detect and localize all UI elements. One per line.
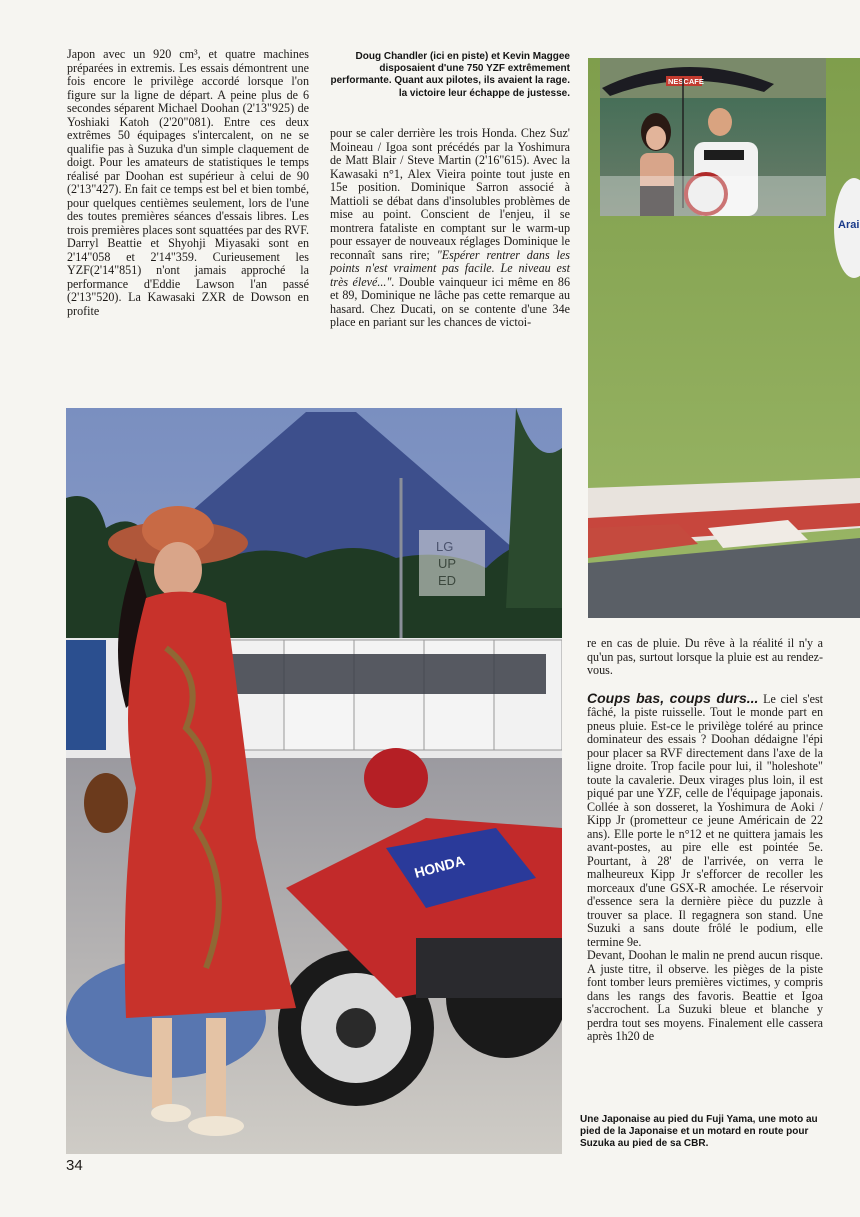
article-column-1 [67,48,309,318]
watermark-line-3: ED [438,573,457,588]
page-number: 34 [66,1157,83,1174]
column-1-text: Japon avec un 920 cm³, et quatre machines préparées in extremis. Les essais démontrent une fois encore le privilège accordé lorsque l'on figure sur la ligne de départ. A peine plus de 6 secondes séparent Michael Doohan (2'13"925) de Yoshiaki Katoh (2'20"081). Entre ces deux extrêmes 50 équipages s'intercalent, on ne se qualifie pas à Suzuka d'un simple claquement de doigt. Pour les amateurs de statistiques le temps réalisé par Doohan est supérieur à celui de 90 (2'13"427). En fait ce temps est bel et bien tombé, pour quelques centièmes seulement, lors de l'une des toutes premières séances d'essais libres. Les trois premières places sont squattées par des RVF. Darryl Beattie et Shyohji Miyasaki sont en 2'14"058 et 2'14"359. Curieusement les YZF(2'14"851) n'ont jamais approché la performance d'Eddie Lawson l'an passé (2'13"520). La Kawasaki ZXR de Dowson en profite [67,47,309,318]
caption-top-text: Doug Chandler (ici en piste) et Kevin Maggee disposaient d'une 750 YZF extrêmement performante. Quant aux pilotes, ils avaient la rage. la victoire leur échappe de justesse. [330,51,570,99]
helmet-brand-text: Arai [838,219,860,231]
column-3-paragraph [587,689,824,950]
caption-top [330,51,570,100]
column-3-text-b: Le ciel s'est fâché, la piste ruisselle. Tout le monde part en pneus pluie. Est-ce le privilège toléré au prince dominateur des essais ? Doohan dédaigne l'épi pour placer sa RVF directement dans l'axe de la ligne droite. Trop facile pour lui, il "holeshote" toute la cavalerie. Deux virages plus loin, il est piqué par une YZF, celle de l'équipage japonais. Collée à son dosseret, la Yoshimura de Aoki / Kipp Jr (prometteur ce jeune Américain de 22 ans). Elle porte le n°12 et ne quittera jamais les avant-postes, au pire elle est pointée 5e. Pourtant, à 28' de l'arrivée, on verra le malheureux Kipp Jr s'efforcer de recoller les morceaux d'une GSX-R amochée. Le réservoir d'essence sera la dernière pièce du puzzle à trouver sa place. Il regagnera son stand. Une Suzuki a sans doute frôlé le podium, elle termine 9e. [587,691,824,949]
column-2-text-b: Double vainqueur ici même en 86 et 89, Dominique ne lâche pas cette remarque au hasard. Chez Ducati, on se contente d'une 34e place en pariant sur les chances de victoi- [330,274,570,329]
inset-photo-portrait [600,58,826,216]
column-3-text-a: re en cas de pluie. Du rêve à la réalité il n'y a qu'un pas, surtout lorsque la pluie est au rendez-vous. [587,636,823,677]
photo-rider-track [588,58,860,618]
photo-rider-track-image [588,58,860,618]
column-2-text [330,127,570,330]
caption-bottom [580,1114,820,1151]
photo-fuji-motorcycle [66,408,562,1154]
photo-fuji-motorcycle-image [66,408,562,1154]
caption-bottom-text: Une Japonaise au pied du Fuji Yama, une moto au pied de la Japonaise et un motard en route pour Suzuka au pied de sa CBR. [580,1114,818,1150]
column-3-lead: Coups bas, coups durs... [587,689,759,706]
column-3-text-c: Devant, Doohan le malin ne prend aucun risque. A juste titre, il observe. les pièges de la piste font tomber leurs premières victimes, y compris dans les rangs des favoris. Beattie et Igoa s'accrochent. La Suzuki bleue et blanche y perdra tout ses moyens. Finalement elle cassera après 1h20 de [587,948,823,1043]
watermark [419,530,485,596]
article-column-3 [587,637,823,1044]
column-2-text-a: pour se caler derrière les trois Honda. Chez Suz' Moineau / Igoa sont précédés par la Yoshimura de Matt Blair / Steve Martin (2'16"615). Avec la Kawasaki n°1, Alex Vieira pointe tout juste en 15e position. Dominique Sarron associé à Mattioli se débat dans d'insolubles problèmes de mise au point. Conscient de l'enjeu, il se montrera fataliste en comptant sur le warm-up pour essayer de nouveaux réglages Dominique le reconnaît sans rire; [330,126,570,262]
watermark-line-2: UP [438,556,457,571]
column-2-quote: "Espérer rentrer dans les points n'est vraiment pas facile. Le niveau est très élevé...". [330,247,570,289]
article-column-2 [330,127,570,330]
umbrella-text: NESCAFE [668,77,704,86]
bike-brand-text: HONDA [412,852,467,881]
watermark-line-1: LG [436,539,454,554]
